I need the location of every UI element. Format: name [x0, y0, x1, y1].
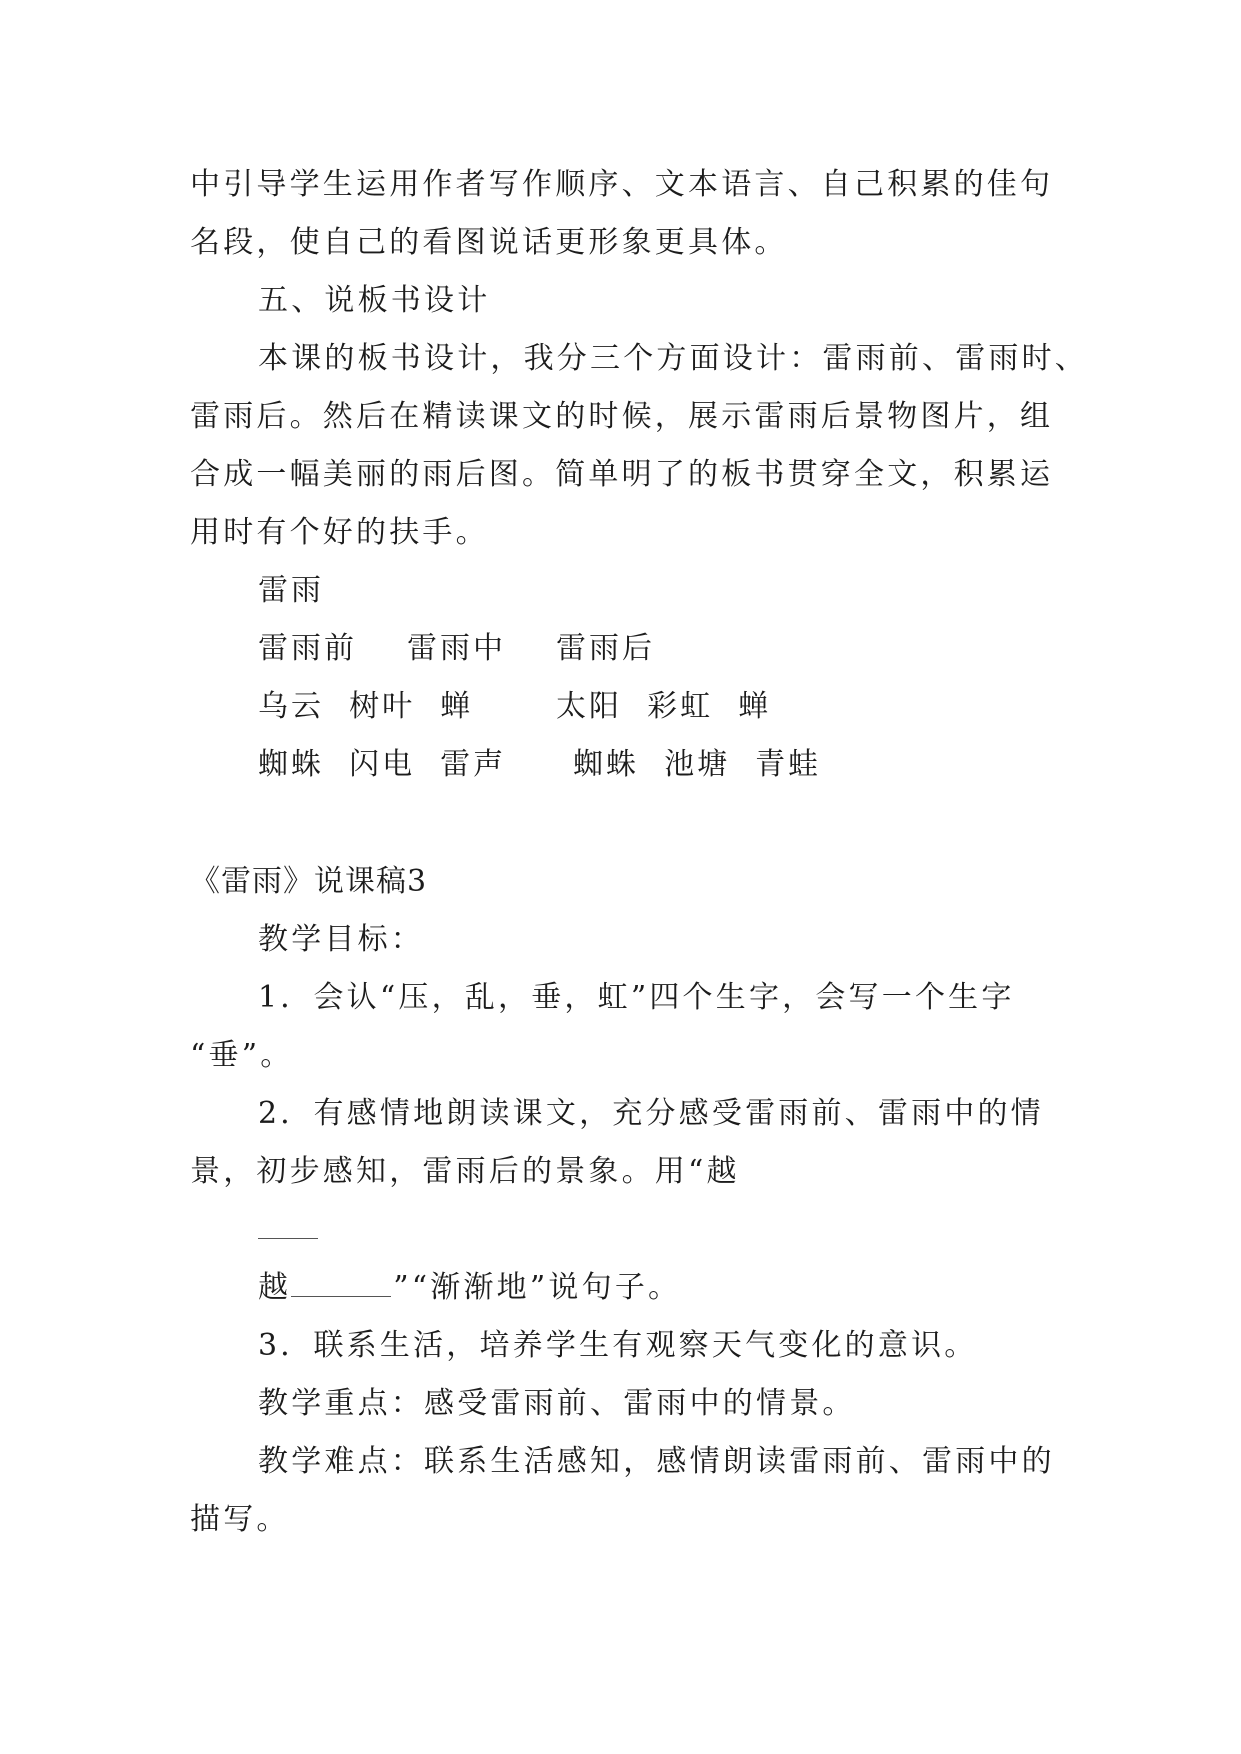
- board-header-after: 雷雨后: [556, 631, 655, 666]
- key-point-line: 教学重点：感受雷雨前、雷雨中的情景。: [258, 1386, 856, 1421]
- board-row1-right: 太阳 彩虹 蝉: [556, 689, 772, 724]
- goal-1-line: “垂”。: [190, 1038, 294, 1073]
- board-title: 雷雨: [258, 573, 324, 608]
- board-header-before: 雷雨前: [258, 631, 357, 666]
- goal-3-line: 3．联系生活，培养学生有观察天气变化的意识。: [258, 1328, 978, 1363]
- board-row2-left: 蜘蛛 闪电 雷声: [258, 747, 507, 782]
- goal-2-line: 景，初步感知，雷雨后的景象。用“越: [190, 1154, 740, 1189]
- fill-blank-rule: [258, 1238, 318, 1239]
- goal-2-line: 2．有感情地朗读课文，充分感受雷雨前、雷雨中的情: [258, 1096, 1044, 1131]
- lesson-title: 《雷雨》说课稿3: [190, 864, 428, 899]
- board-row1-left: 乌云 树叶 蝉: [258, 689, 474, 724]
- goal-1-line: 1．会认“压，乱，垂，虹”四个生字，会写一个生字: [258, 980, 1015, 1015]
- paragraph-line: 用时有个好的扶手。: [190, 515, 489, 550]
- difficulty-line: 描写。: [190, 1502, 290, 1537]
- paragraph-line: 本课的板书设计，我分三个方面设计：雷雨前、雷雨时、: [258, 341, 1088, 376]
- section-heading: 五、说板书设计: [258, 283, 491, 318]
- goal-2-suffix: ”“渐渐地”说句子。: [393, 1270, 682, 1305]
- paragraph-line: 合成一幅美丽的雨后图。简单明了的板书贯穿全文，积累运: [190, 457, 1054, 492]
- board-header-during: 雷雨中: [407, 631, 506, 666]
- paragraph-line: 名段，使自己的看图说话更形象更具体。: [190, 225, 788, 260]
- fill-blank: [291, 1274, 391, 1297]
- paragraph-line: 雷雨后。然后在精读课文的时候，展示雷雨后景物图片，组: [190, 399, 1054, 434]
- board-row2-right: 蜘蛛 池塘 青蛙: [573, 747, 822, 782]
- goal-2-prefix: 越: [258, 1270, 292, 1305]
- paragraph-line: 中引导学生运用作者写作顺序、文本语言、自己积累的佳句: [190, 167, 1054, 202]
- difficulty-line: 教学难点：联系生活感知，感情朗读雷雨前、雷雨中的: [258, 1444, 1055, 1479]
- teaching-goals-label: 教学目标：: [258, 922, 424, 957]
- goal-2-continuation: [258, 1268, 1128, 1308]
